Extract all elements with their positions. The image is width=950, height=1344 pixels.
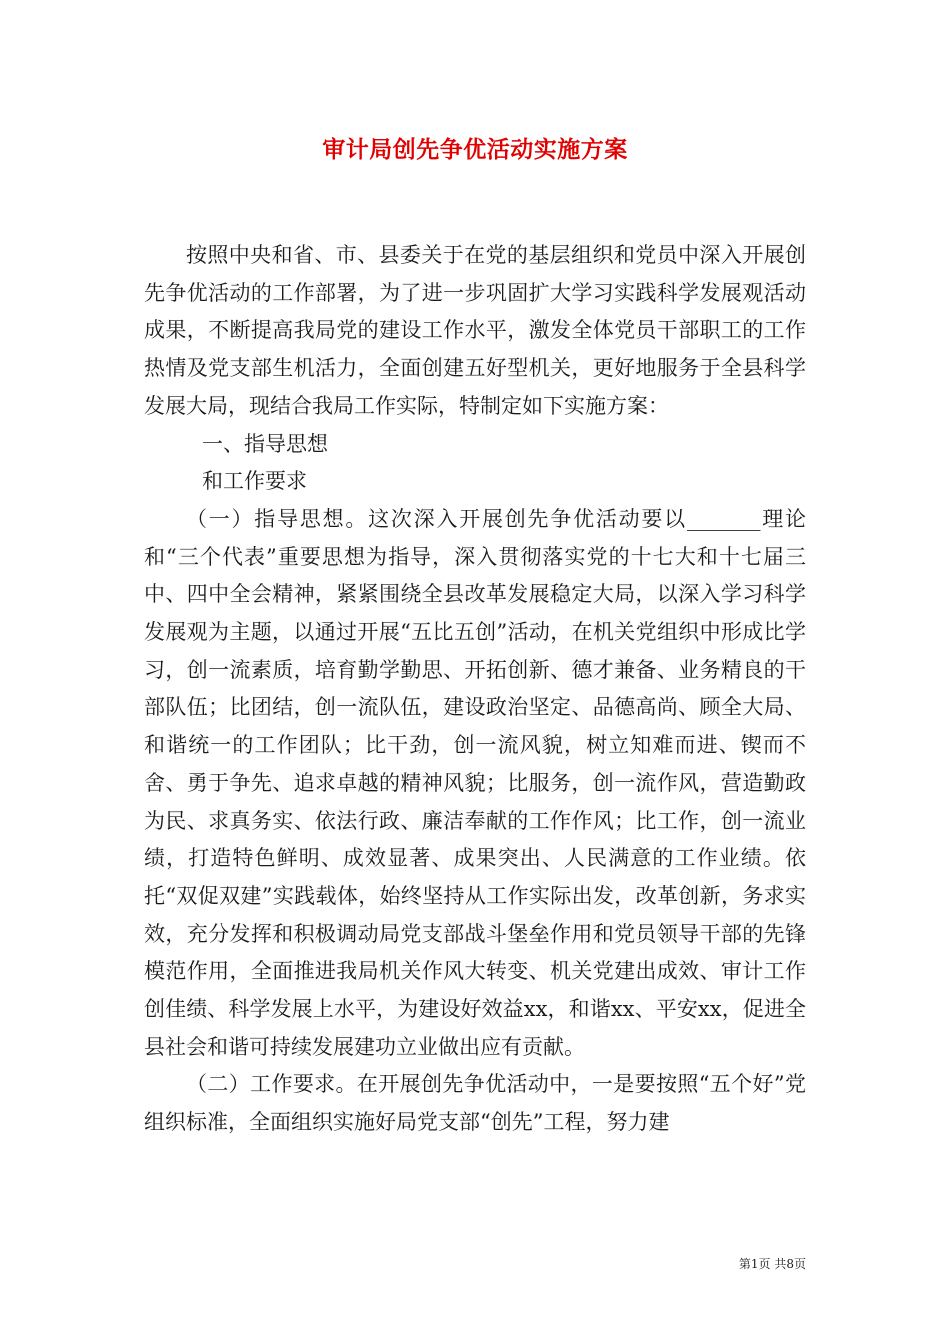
document-title: 审计局创先争优活动实施方案 <box>322 136 628 163</box>
work-requirements-paragraph: （二）工作要求。在开展创先争优活动中，一是要按照“五个好”党组织标准，全面组织实施好局党支部“创先”工程，努力建 <box>144 1072 806 1135</box>
section-heading-1: 一、指导思想 <box>202 431 328 456</box>
document-body <box>144 237 806 1142</box>
page-number: 第1页 共8页 <box>738 1257 806 1271</box>
guiding-thought-paragraph: （一）指导思想。这次深入开展创先争优活动要以_______理论和“三个代表”重要思想为指导，深入贯彻落实党的十七大和十七届三中、四中全会精神，紧紧围绕全县改革发展稳定大局，以深入学习科学发展观为主题，以通过开展“五比五创”活动，在机关党组织中形成比学习，创一流素质，培育勤学勤思、开拓创新、德才兼备、业务精良的干部队伍；比团结，创一流队伍，建设政治坚定、品德高尚、顾全大局、和谐统一的工作团队；比干劲，创一流风貌，树立知难而进、锲而不舍、勇于争先、追求卓越的精神风貌；比服务，创一流作风，营造勤政为民、求真务实、依法行政、廉洁奉献的工作作风；比工作，创一流业绩，打造特色鲜明、成效显著、成果突出、人民满意的工作业绩。依托“双促双建”实践载体，始终坚持从工作实际出发，改革创新，务求实效，充分发挥和积极调动局党支部战斗堡垒作用和党员领导干部的先锋模范作用，全面推进我局机关作风大转变、机关党建出成效、审计工作创佳绩、科学发展上水平，为建设好效益xx，和谐xx、平安xx，促进全县社会和谐可持续发展建功立业做出应有贡献。 <box>144 506 806 1059</box>
section-heading-1-continued: 和工作要求 <box>202 469 307 494</box>
intro-paragraph: 按照中央和省、市、县委关于在党的基层组织和党员中深入开展创先争优活动的工作部署，为了进一步巩固扩大学习实践科学发展观活动成果，不断提高我局党的建设工作水平，激发全体党员干部职工的工作热情及党支部生机活力，全面创建五好型机关，更好地服务于全县科学发展大局，现结合我局工作实际，特制定如下实施方案： <box>144 243 806 418</box>
